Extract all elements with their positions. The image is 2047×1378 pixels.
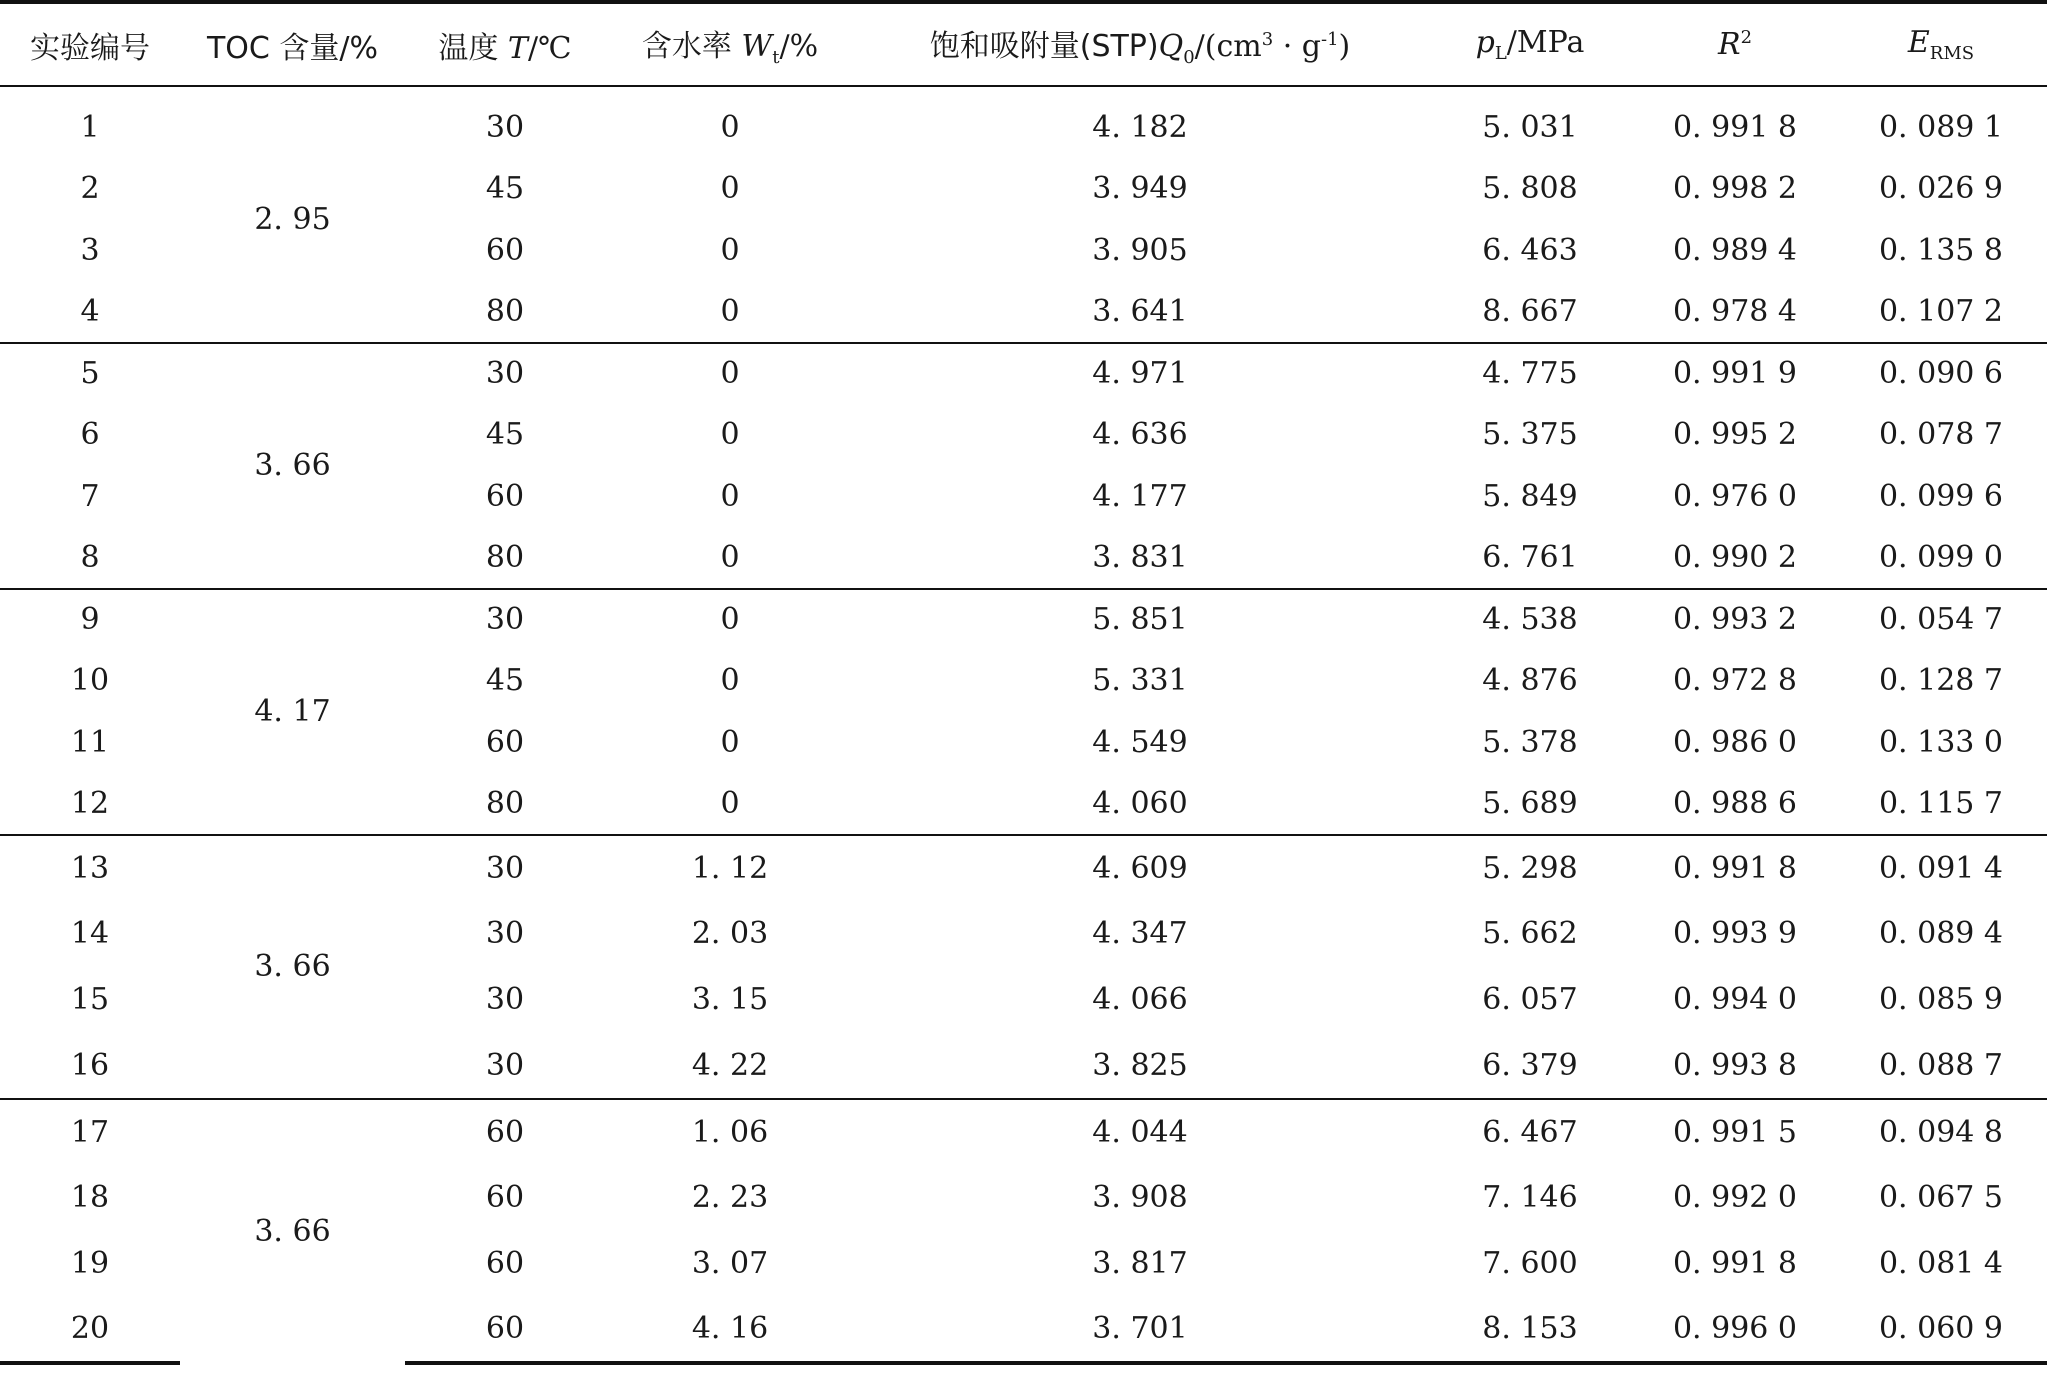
cell-water-content: 4. 22 xyxy=(691,1047,769,1083)
cell-erms: 0. 090 6 xyxy=(1835,343,2047,405)
cell-r-squared: 0. 991 8 xyxy=(1672,110,1798,145)
cell-temperature: 80 xyxy=(485,539,525,575)
header-id: 实验编号 xyxy=(0,2,180,86)
cell-temperature: 30 xyxy=(485,110,525,145)
cell-temperature: 60 xyxy=(405,1099,605,1165)
cell-id: 9 xyxy=(0,589,180,651)
cell-langmuir-pressure: 4. 775 xyxy=(1425,343,1635,405)
cell-langmuir-pressure: 6. 467 xyxy=(1425,1099,1635,1165)
cell-temperature: 60 xyxy=(405,1297,605,1363)
cell-langmuir-pressure: 6. 057 xyxy=(1482,982,1578,1017)
cell-erms: 0. 089 1 xyxy=(1878,110,2004,145)
cell-langmuir-pressure: 4. 538 xyxy=(1425,589,1635,651)
cell-langmuir-pressure: 6. 379 xyxy=(1482,1047,1578,1083)
cell-langmuir-pressure: 5. 375 xyxy=(1482,417,1578,453)
cell-saturation-adsorption: 4. 044 xyxy=(855,1099,1425,1165)
cell-erms: 0. 094 8 xyxy=(1835,1099,2047,1165)
cell-r-squared: 0. 991 8 xyxy=(1672,1246,1798,1281)
cell-r-squared: 0. 998 2 xyxy=(1672,171,1798,207)
cell-langmuir-pressure: 5. 662 xyxy=(1482,916,1578,951)
cell-langmuir-pressure: 5. 808 xyxy=(1482,171,1578,207)
table-row xyxy=(0,1099,2047,1165)
cell-water-content: 4. 16 xyxy=(605,1297,855,1363)
cell-r-squared: 0. 989 4 xyxy=(1672,232,1798,268)
cell-water-content: 0 xyxy=(720,478,740,514)
cell-id: 10 xyxy=(70,663,110,699)
cell-r-squared: 0. 991 8 xyxy=(1635,835,1835,901)
cell-temperature: 60 xyxy=(485,478,525,514)
cell-saturation-adsorption: 3. 949 xyxy=(1092,171,1188,207)
cell-langmuir-pressure: 7. 146 xyxy=(1482,1180,1578,1215)
cell-water-content: 1. 12 xyxy=(605,835,855,901)
cell-temperature: 30 xyxy=(485,982,525,1017)
cell-water-content: 0 xyxy=(720,232,740,268)
cell-water-content: 0 xyxy=(720,785,740,821)
cell-erms: 0. 088 7 xyxy=(1878,1047,2004,1083)
cell-saturation-adsorption: 3. 908 xyxy=(1092,1180,1188,1215)
cell-toc: 4. 17 xyxy=(180,589,405,835)
cell-saturation-adsorption: 4. 636 xyxy=(1092,417,1188,453)
cell-r-squared: 0. 996 0 xyxy=(1635,1297,1835,1363)
cell-saturation-adsorption: 4. 066 xyxy=(1092,982,1188,1017)
cell-water-content: 0 xyxy=(605,589,855,651)
cell-temperature: 60 xyxy=(485,1246,525,1281)
cell-temperature: 80 xyxy=(485,785,525,821)
cell-water-content: 0 xyxy=(605,343,855,405)
cell-id: 13 xyxy=(0,835,180,901)
cell-saturation-adsorption: 5. 851 xyxy=(855,589,1425,651)
cell-water-content: 0 xyxy=(720,724,740,760)
cell-id: 6 xyxy=(80,417,100,453)
cell-temperature: 45 xyxy=(485,663,525,699)
cell-temperature: 30 xyxy=(405,343,605,405)
cell-erms: 0. 107 2 xyxy=(1878,293,2004,329)
cell-erms: 0. 099 0 xyxy=(1878,539,2004,575)
header-r-squared: $R^2$ xyxy=(1635,2,1835,86)
cell-saturation-adsorption: 3. 831 xyxy=(1092,539,1188,575)
cell-id: 15 xyxy=(70,982,110,1017)
cell-langmuir-pressure: 4. 876 xyxy=(1482,663,1578,699)
cell-water-content: 0 xyxy=(720,293,740,329)
cell-temperature: 30 xyxy=(405,835,605,901)
cell-erms: 0. 089 4 xyxy=(1878,916,2004,951)
cell-id: 18 xyxy=(70,1180,110,1215)
cell-id: 3 xyxy=(80,232,100,268)
cell-erms: 0. 078 7 xyxy=(1878,417,2004,453)
cell-toc: 3. 66 xyxy=(180,1099,405,1363)
cell-saturation-adsorption: 3. 825 xyxy=(1092,1047,1188,1083)
cell-langmuir-pressure: 5. 298 xyxy=(1425,835,1635,901)
cell-langmuir-pressure: 5. 689 xyxy=(1482,785,1578,821)
cell-water-content: 0 xyxy=(720,110,740,145)
cell-id: 16 xyxy=(70,1047,110,1083)
cell-toc: 3. 66 xyxy=(180,835,405,1099)
cell-temperature: 45 xyxy=(485,171,525,207)
cell-langmuir-pressure: 5. 378 xyxy=(1482,724,1578,760)
cell-id: 5 xyxy=(0,343,180,405)
cell-r-squared: 0. 976 0 xyxy=(1672,478,1798,514)
cell-saturation-adsorption: 4. 182 xyxy=(1092,110,1188,145)
cell-r-squared: 0. 991 5 xyxy=(1635,1099,1835,1165)
cell-id: 2 xyxy=(80,171,100,207)
cell-toc: 2. 95 xyxy=(254,201,331,237)
cell-r-squared: 0. 991 9 xyxy=(1635,343,1835,405)
cell-langmuir-pressure: 6. 463 xyxy=(1482,232,1578,268)
header-toc: TOC 含量/% xyxy=(180,2,405,86)
cell-water-content: 1. 06 xyxy=(605,1099,855,1165)
cell-id: 7 xyxy=(80,478,100,514)
cell-saturation-adsorption: 3. 817 xyxy=(1092,1246,1188,1281)
cell-temperature: 45 xyxy=(485,417,525,453)
cell-id: 8 xyxy=(80,539,100,575)
cell-erms: 0. 054 7 xyxy=(1835,589,2047,651)
header-langmuir-pressure: $p_L$/MPa xyxy=(1425,2,1635,86)
cell-langmuir-pressure: 6. 761 xyxy=(1482,539,1578,575)
cell-toc: 3. 66 xyxy=(180,343,405,589)
cell-langmuir-pressure: 8. 153 xyxy=(1425,1297,1635,1363)
cell-id: 14 xyxy=(70,916,110,951)
cell-erms: 0. 115 7 xyxy=(1878,785,2004,821)
cell-id: 11 xyxy=(70,724,110,760)
cell-erms: 0. 060 9 xyxy=(1835,1297,2047,1363)
cell-water-content: 3. 15 xyxy=(691,982,769,1017)
cell-id: 20 xyxy=(0,1297,180,1363)
header-water-content: 含水率 $W_t/\%$ xyxy=(605,2,855,86)
header-erms: $E_{RMS}$ xyxy=(1835,2,2047,86)
cell-erms: 0. 133 0 xyxy=(1878,724,2004,760)
cell-r-squared: 0. 995 2 xyxy=(1672,417,1798,453)
cell-erms: 0. 135 8 xyxy=(1878,232,2004,268)
cell-water-content: 0 xyxy=(720,539,740,575)
cell-water-content: 3. 07 xyxy=(691,1246,769,1281)
cell-temperature: 60 xyxy=(485,232,525,268)
cell-langmuir-pressure: 5. 031 xyxy=(1482,110,1578,145)
cell-temperature: 60 xyxy=(485,1180,525,1215)
cell-erms: 0. 091 4 xyxy=(1835,835,2047,901)
cell-id: 1 xyxy=(80,110,100,145)
table-row xyxy=(0,343,2047,405)
cell-saturation-adsorption: 3. 701 xyxy=(855,1297,1425,1363)
cell-r-squared: 0. 986 0 xyxy=(1672,724,1798,760)
cell-water-content: 2. 23 xyxy=(691,1180,769,1215)
cell-water-content: 0 xyxy=(720,171,740,207)
cell-temperature: 30 xyxy=(485,916,525,951)
cell-saturation-adsorption: 4. 177 xyxy=(1092,478,1188,514)
table-row xyxy=(0,589,2047,651)
cell-erms: 0. 026 9 xyxy=(1878,171,2004,207)
cell-saturation-adsorption: 4. 609 xyxy=(855,835,1425,901)
cell-saturation-adsorption: 3. 641 xyxy=(1092,293,1188,329)
cell-water-content: 0 xyxy=(720,663,740,699)
cell-id: 4 xyxy=(80,293,100,329)
cell-langmuir-pressure: 8. 667 xyxy=(1482,293,1578,329)
cell-r-squared: 0. 990 2 xyxy=(1672,539,1798,575)
cell-water-content: 2. 03 xyxy=(691,916,769,951)
cell-saturation-adsorption: 5. 331 xyxy=(1092,663,1188,699)
cell-water-content: 0 xyxy=(720,417,740,453)
header-saturation-adsorption: 饱和吸附量$(STP)Q_0/(cm^3 \cdot g^{-1})$ xyxy=(855,2,1425,86)
header-temperature: 温度 T/℃ xyxy=(405,2,605,86)
cell-erms: 0. 067 5 xyxy=(1878,1180,2004,1215)
table-row xyxy=(0,835,2047,901)
cell-r-squared: 0. 993 9 xyxy=(1672,916,1798,951)
cell-erms: 0. 128 7 xyxy=(1878,663,2004,699)
cell-r-squared: 0. 993 8 xyxy=(1672,1047,1798,1083)
cell-saturation-adsorption: 4. 549 xyxy=(1092,724,1188,760)
cell-r-squared: 0. 988 6 xyxy=(1672,785,1798,821)
cell-temperature: 60 xyxy=(485,724,525,760)
cell-temperature: 30 xyxy=(405,589,605,651)
cell-saturation-adsorption: 4. 347 xyxy=(1092,916,1188,951)
cell-r-squared: 0. 972 8 xyxy=(1672,663,1798,699)
cell-r-squared: 0. 992 0 xyxy=(1672,1180,1798,1215)
cell-saturation-adsorption: 3. 905 xyxy=(1092,232,1188,268)
cell-id: 19 xyxy=(70,1246,110,1281)
cell-id: 12 xyxy=(70,785,110,821)
cell-langmuir-pressure: 7. 600 xyxy=(1482,1246,1578,1281)
cell-saturation-adsorption: 4. 971 xyxy=(855,343,1425,405)
cell-langmuir-pressure: 5. 849 xyxy=(1482,478,1578,514)
cell-saturation-adsorption: 4. 060 xyxy=(1092,785,1188,821)
cell-r-squared: 0. 978 4 xyxy=(1672,293,1798,329)
cell-erms: 0. 081 4 xyxy=(1878,1246,2004,1281)
cell-temperature: 30 xyxy=(485,1047,525,1083)
header-row xyxy=(0,2,2047,86)
cell-id: 17 xyxy=(0,1099,180,1165)
cell-r-squared: 0. 994 0 xyxy=(1672,982,1798,1017)
cell-temperature: 80 xyxy=(485,293,525,329)
cell-erms: 0. 099 6 xyxy=(1878,478,2004,514)
cell-erms: 0. 085 9 xyxy=(1878,982,2004,1017)
table-row xyxy=(0,86,2047,158)
cell-r-squared: 0. 993 2 xyxy=(1635,589,1835,651)
